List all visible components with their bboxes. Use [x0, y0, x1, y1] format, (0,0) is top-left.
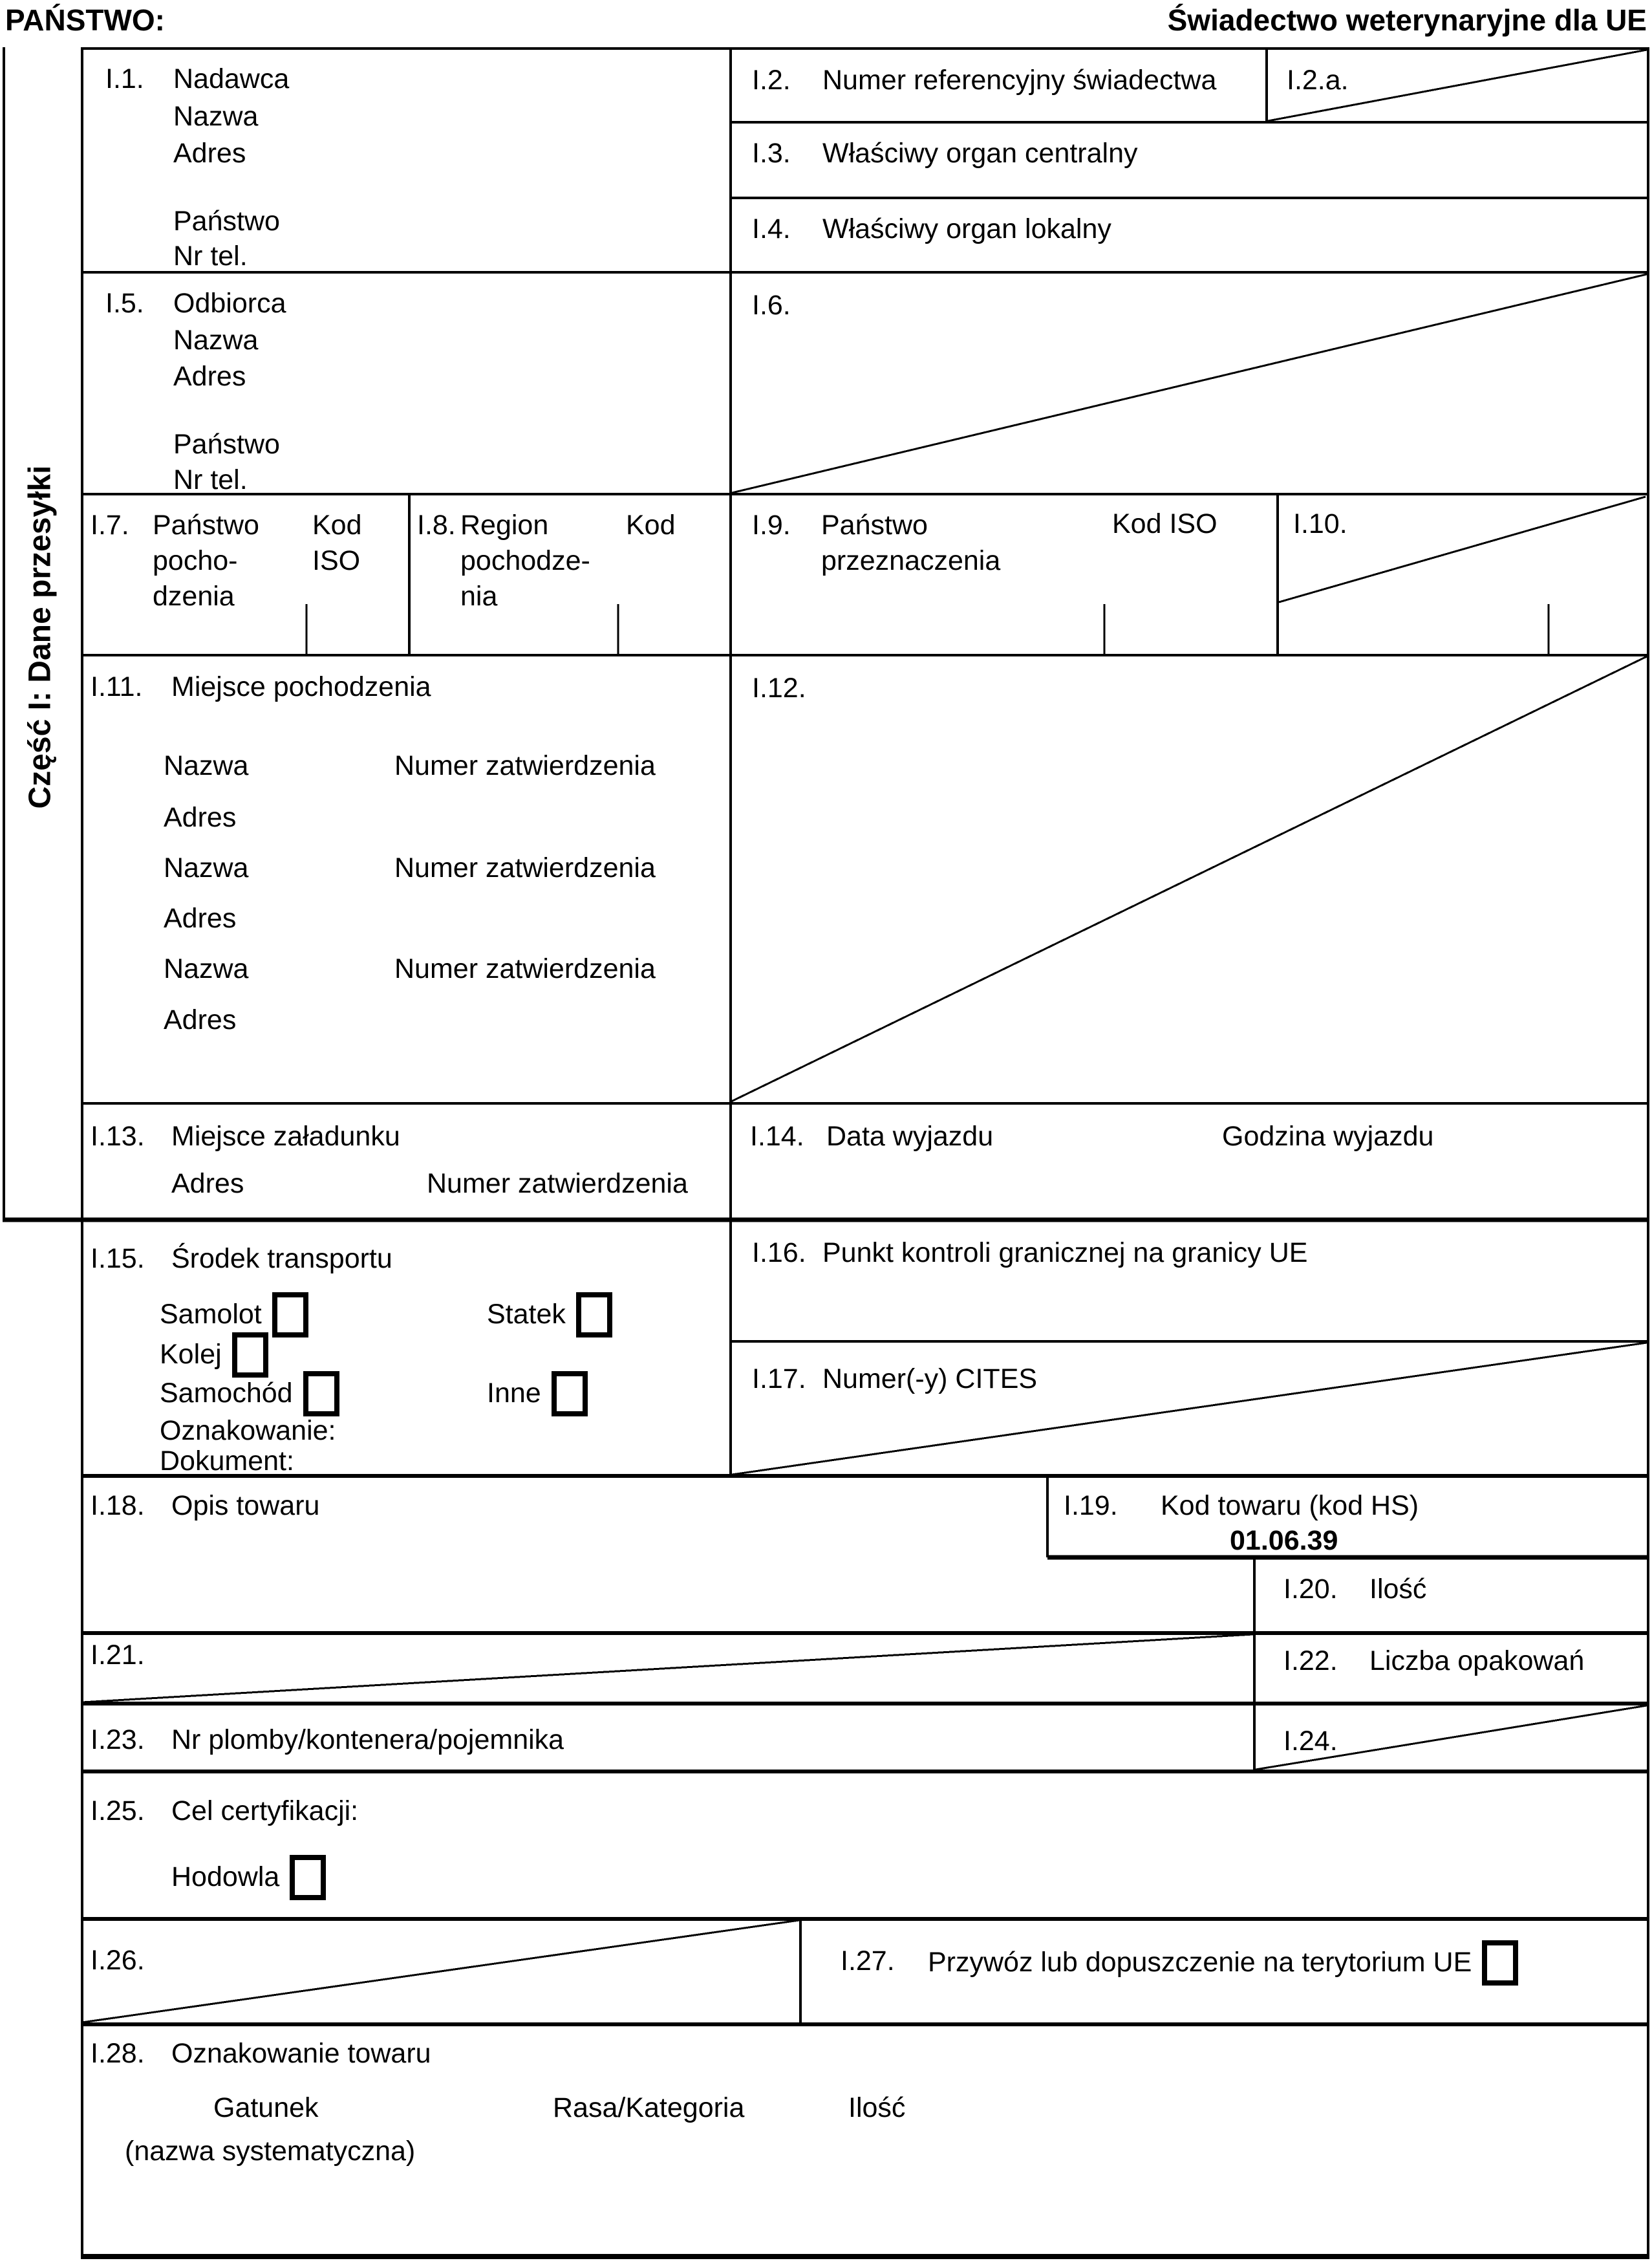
cell-i27-number: I.27.: [841, 1945, 895, 1976]
cell-i5-title: Odbiorca: [173, 288, 286, 319]
cell-i23-number: I.23.: [91, 1724, 145, 1755]
cell-i7-line2: pocho-: [153, 545, 238, 576]
option-hodowla-label: Hodowla: [171, 1861, 280, 1893]
cell-i15-oznakowanie: Oznakowanie:: [160, 1415, 336, 1446]
cell-i1-nazwa: Nazwa: [173, 101, 259, 132]
cell-i4-number: I.4.: [752, 213, 791, 244]
cell-i28-ilosc-header: Ilość: [848, 2092, 906, 2123]
cell-i4-title: Właściwy organ lokalny: [822, 213, 1111, 244]
cell-i15-dokument: Dokument:: [160, 1446, 294, 1477]
option-samochod-label: Samochód: [160, 1378, 293, 1409]
cell-i27-option: [928, 1940, 1518, 1986]
cell-i1-adres: Adres: [173, 138, 246, 169]
cell-i14-number: I.14.: [750, 1121, 804, 1152]
cell-i26-number: I.26.: [91, 1945, 145, 1976]
option-statek-label: Statek: [487, 1299, 566, 1330]
country-label: PAŃSTWO:: [5, 3, 166, 37]
cell-i7-line1: Państwo: [153, 510, 259, 541]
cell-i22-number: I.22.: [1283, 1645, 1338, 1676]
cell-i9-kod-label: Kod ISO: [1112, 508, 1218, 539]
cell-i16-title: Punkt kontroli granicznej na granicy UE: [822, 1237, 1308, 1268]
cell-i11-number: I.11.: [91, 671, 143, 702]
cell-i8-line1: Region: [460, 510, 549, 541]
cell-i8-line2: pochodze-: [460, 545, 590, 576]
cell-i13-numer: Numer zatwierdzenia: [427, 1168, 688, 1199]
cell-i6-number: I.6.: [752, 290, 791, 321]
cell-i9-line1: Państwo: [821, 510, 928, 541]
cell-i12-number: I.12.: [752, 673, 806, 704]
cell-i8-line3: nia: [460, 581, 498, 612]
cell-i11-title: Miejsce pochodzenia: [171, 671, 431, 702]
cell-i1-nrtel: Nr tel.: [173, 241, 248, 272]
cell-i5-nazwa: Nazwa: [173, 325, 259, 356]
option-samolot: [160, 1292, 308, 1337]
cell-i8-number: I.8.: [417, 510, 456, 541]
cell-i8-kod-label: Kod: [626, 510, 676, 541]
cell-i11-nazwa-1: Nazwa: [164, 750, 249, 781]
cell-i22-title: Liczba opakowań: [1369, 1645, 1585, 1676]
cell-i1-number: I.1.: [105, 63, 144, 94]
cell-i11-nazwa-2: Nazwa: [164, 852, 249, 883]
cell-i11-adres-1: Adres: [164, 802, 237, 833]
part1-sidebar-label: Część I: Dane przesyłki: [23, 465, 58, 809]
cell-i1-title: Nadawca: [173, 63, 290, 94]
document-title: Świadectwo weterynaryjne dla UE: [1167, 3, 1647, 37]
option-hodowla: [171, 1855, 326, 1900]
cell-i18-title: Opis towaru: [171, 1490, 320, 1521]
cell-i21-number: I.21.: [91, 1640, 145, 1671]
cell-i24-number: I.24.: [1283, 1726, 1338, 1757]
option-inne: [487, 1371, 588, 1416]
checkbox-inne[interactable]: [552, 1371, 588, 1416]
cell-i9-line2: przeznaczenia: [821, 545, 1001, 576]
cell-i15-title: Środek transportu: [171, 1243, 392, 1274]
cell-i7-kod-label1: Kod: [312, 510, 362, 541]
cell-i28-number: I.28.: [91, 2038, 145, 2069]
cell-i5-number: I.5.: [105, 288, 144, 319]
checkbox-samochod[interactable]: [303, 1371, 339, 1416]
cell-i3-number: I.3.: [752, 138, 791, 169]
cell-i15-number: I.15.: [91, 1243, 145, 1274]
cell-i11-numer-1: Numer zatwierdzenia: [394, 750, 656, 781]
cell-i13-number: I.13.: [91, 1121, 145, 1152]
cell-i27-title: Przywóz lub dopuszczenie na terytorium UE: [928, 1947, 1472, 1978]
cell-i23-title: Nr plomby/kontenera/pojemnika: [171, 1724, 564, 1755]
cell-i11-adres-3: Adres: [164, 1004, 237, 1035]
cell-i2a-number: I.2.a.: [1287, 65, 1349, 96]
cell-i28-gatunek-header: Gatunek: [213, 2092, 319, 2123]
option-inne-label: Inne: [487, 1378, 541, 1409]
cell-i11-nazwa-3: Nazwa: [164, 953, 249, 984]
cell-i25-title: Cel certyfikacji:: [171, 1795, 359, 1826]
cell-i7-number: I.7.: [91, 510, 129, 541]
option-statek: [487, 1292, 612, 1337]
cell-i5-adres: Adres: [173, 361, 246, 392]
cell-i18-number: I.18.: [91, 1490, 145, 1521]
option-samochod: [160, 1371, 339, 1416]
cell-i9-number: I.9.: [752, 510, 791, 541]
cell-i16-number: I.16.: [752, 1237, 806, 1268]
checkbox-statek[interactable]: [576, 1292, 612, 1337]
cell-i28-rasa-header: Rasa/Kategoria: [553, 2092, 745, 2123]
cell-i20-title: Ilość: [1369, 1574, 1427, 1605]
cell-i14-data: Data wyjazdu: [826, 1121, 994, 1152]
checkbox-przywoz[interactable]: [1482, 1940, 1518, 1986]
cell-i7-kod-label2: ISO: [312, 545, 361, 576]
cell-i28-title: Oznakowanie towaru: [171, 2038, 431, 2069]
checkbox-hodowla[interactable]: [290, 1855, 326, 1900]
cell-i11-adres-2: Adres: [164, 903, 237, 934]
option-samolot-label: Samolot: [160, 1299, 262, 1330]
cell-i13-adres: Adres: [171, 1168, 244, 1199]
cell-i7-line3: dzenia: [153, 581, 235, 612]
cell-i20-number: I.20.: [1283, 1574, 1338, 1605]
cell-i28-nazwa-systematyczna: (nazwa systematyczna): [125, 2136, 416, 2167]
cell-i11-numer-2: Numer zatwierdzenia: [394, 852, 656, 883]
cell-i14-godzina: Godzina wyjazdu: [1222, 1121, 1434, 1152]
cell-i10-number: I.10.: [1293, 508, 1347, 539]
cell-i5-panstwo: Państwo: [173, 429, 280, 460]
cell-i19-hs-code: 01.06.39: [1230, 1525, 1338, 1556]
cell-i25-number: I.25.: [91, 1795, 145, 1826]
cell-i11-numer-3: Numer zatwierdzenia: [394, 953, 656, 984]
cell-i19-number: I.19.: [1064, 1490, 1118, 1521]
cell-i19-title: Kod towaru (kod HS): [1161, 1490, 1419, 1521]
cell-i3-title: Właściwy organ centralny: [822, 138, 1138, 169]
cell-i2-number: I.2.: [752, 65, 791, 96]
cell-i17-number: I.17.: [752, 1363, 806, 1394]
cell-i2-title: Numer referencyjny świadectwa: [822, 65, 1217, 96]
cell-i17-title: Numer(-y) CITES: [822, 1363, 1038, 1394]
cell-i1-panstwo: Państwo: [173, 206, 280, 237]
cell-i13-title: Miejsce załadunku: [171, 1121, 400, 1152]
cell-i5-nrtel: Nr tel.: [173, 464, 248, 495]
checkbox-samolot[interactable]: [272, 1292, 308, 1337]
option-kolej-label: Kolej: [160, 1339, 222, 1370]
